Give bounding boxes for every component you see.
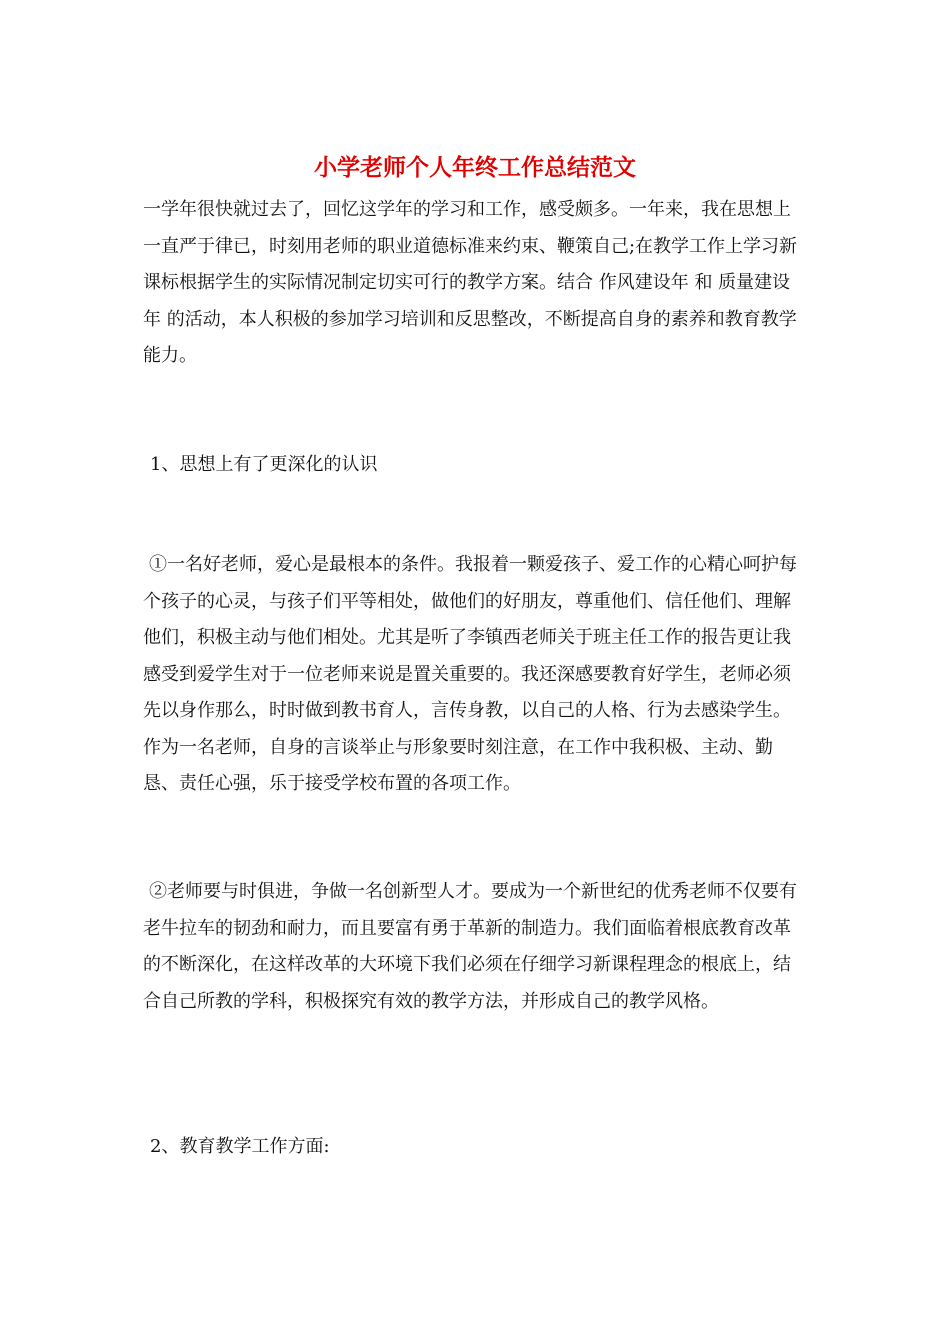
intro-paragraph: 一学年很快就过去了，回忆这学年的学习和工作，感受颇多。一年来，我在思想上一直严于律已，时刻用老师的职业道德标准来约束、鞭策自己;在教学工作上学习新课标根据学生的实际情况制定切实可行的教学方案。结合 作风建设年 和 质量建设年 的活动，本人积极的参加学习培训和反思整改，不断提高自身的素养和教育教学能力。 (143, 199, 798, 366)
document-title: 小学老师个人年终工作总结范文 (314, 154, 636, 181)
section-1-item-2-paragraph: ②老师要与时俱进，争做一名创新型人才。要成为一个新世纪的优秀老师不仅要有老牛拉车的韧劲和耐力，而且要富有勇于革新的制造力。我们面临着根底教育改革的不断深化，在这样改革的大环境下我们必须在仔细学习新课程理念的根底上，结合自己所教的学科，积极探究有效的教学方法，并形成自己的教学风格。 (143, 881, 797, 1012)
section-1-heading: 1、思想上有了更深化的认识 (150, 454, 378, 475)
section-1-item-1-paragraph: ①一名好老师，爱心是最根本的条件。我报着一颗爱孩子、爱工作的心精心呵护每个孩子的心灵，与孩子们平等相处，做他们的好朋友，尊重他们、信任他们、理解他们，积极主动与他们相处。尤其是听了李镇西老师关于班主任工作的报告更让我感受到爱学生对于一位老师来说是置关重要的。我还深感要教育好学生，老师必须先以身作那么，时时做到教书育人，言传身教，以自己的人格、行为去感染学生。作为一名老师，自身的言谈举止与形象要时刻注意，在工作中我积极、主动、勤恳、责任心强，乐于接受学校布置的各项工作。 (143, 554, 797, 794)
section-2-heading: 2、教育教学工作方面: (150, 1136, 330, 1157)
